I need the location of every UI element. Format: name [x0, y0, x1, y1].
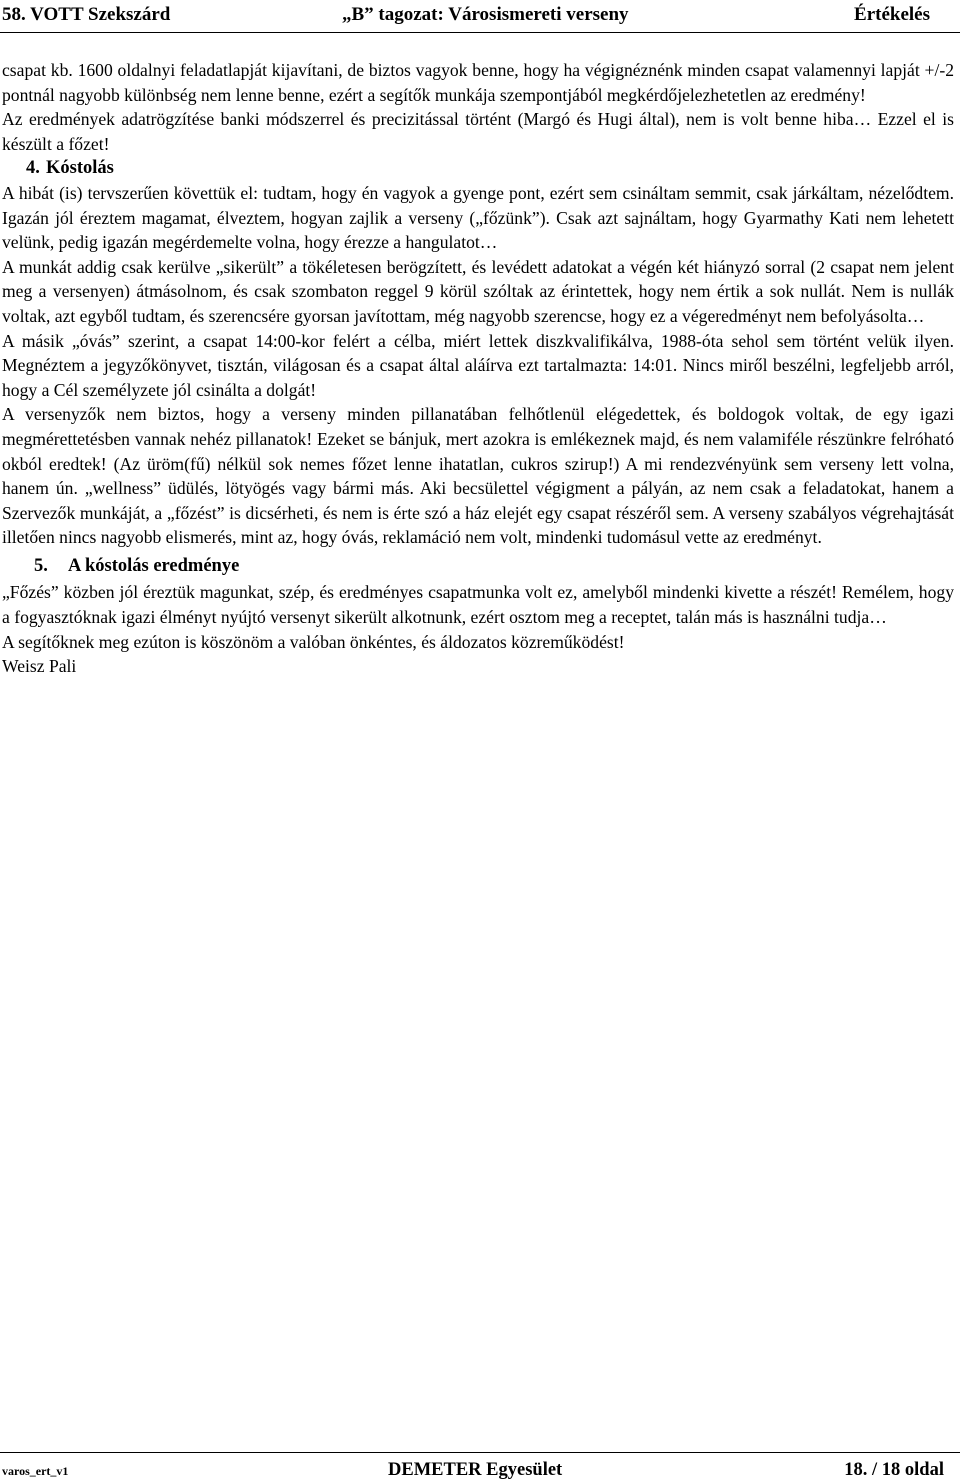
paragraph-thanks: A segítőknek meg ezúton is köszönöm a valóban önkéntes, és áldozatos közreműködést!	[2, 631, 625, 652]
page-header	[2, 4, 930, 28]
signature: Weisz Pali	[2, 656, 77, 677]
paragraph-competitors: A versenyzők nem biztos, hogy a verseny minden pillanatában felhőtlenül elégedettek, és boldogok voltak, de egy igazi megmérettetésben vannak nehéz pillanatok! Ezeket se bánjuk, mert azokra is emlékeznek majd, és nem valamiféle részünkre felróható okból eredtek! (Az üröm(fű) nélkül sok nemes főzet lenne ihatatlan, cukros szirup!) A mi rendezvényünk sem verseny lett volna, hanem ún. „wellness” üdülés, lötyögés vagy bármi más. Aki becsülettel végigment a pályán, az nem csak a feladatokat, hanem a Szervezők munkáját, a „főzést” is dicsérheti, és nem is érte szó a ház elejét egy csapat részéről sem. A verseny szabályos végrehajtását illetően nincs nagyobb elismerés, mint az, hogy óvás, reklamáció nem volt, mindenki tudomásul vette az eredményt.	[2, 404, 954, 548]
paragraph-data-entry: Az eredmények adatrögzítése banki módszerrel és precizitással történt (Margó és Hugi által), nem is volt benne hiba… Ezzel el is készült a főzet!	[2, 109, 954, 154]
header-category: „B” tagozat: Városismereti verseny	[342, 4, 629, 25]
section-heading-tasting	[2, 156, 954, 181]
document-body	[2, 58, 954, 679]
section-title: A kóstolás eredménye	[68, 555, 240, 576]
header-event-title: 58. VOTT Szekszárd	[2, 4, 171, 25]
page-footer	[0, 1460, 944, 1484]
paragraph-cooking: „Főzés” közben jól éreztük magunkat, szép, és eredményes csapatmunka volt ez, amelyből mindenki kivette a részét! Remélem, hogy a fogyasztóknak igazi élményt nyújtó versenyt sikerült alkotnunk, ezért osztom meg a receptet, talán más is használni tudja…	[2, 582, 954, 628]
section-title: Kóstolás	[46, 158, 114, 179]
paragraph-mistake: A hibát (is) tervszerűen követtük el: tudtam, hogy én vagyok a gyenge pont, ezért sem csináltam semmit, csak járkáltam, nézelődtem. Igazán jól éreztem magamat, élveztem, hogyan zajlik a verseny („főzünk”). Csak azt sajnáltam, hogy Gyarmathy Kati nem lehetett velünk, pedig igazán megérdemelte volna, hogy érezze a hangulatot…	[2, 182, 954, 253]
section-heading-tasting-result	[2, 554, 954, 579]
footer-page-number: 18. / 18 oldal	[844, 1460, 944, 1480]
header-divider	[0, 32, 960, 33]
footer-filename: varos_ert_v1	[2, 1464, 69, 1478]
section-number: 5.	[34, 555, 48, 576]
footer-organization: DEMETER Egyesület	[388, 1460, 563, 1480]
paragraph-grading: csapat kb. 1600 oldalnyi feladatlapját kijavítani, de biztos vagyok benne, hogy ha végignéznénk minden csapat valamennyi lapját +/-2 pontnál nagyobb különbség nem lenne benne, ezért a segítők munkája szempontjából megkérdőjelezhetetlen az eredmény!	[2, 60, 954, 105]
paragraph-protest: A másik „óvás” szerint, a csapat 14:00-kor felért a célba, miért lettek diszkvalifikálva, 1988-óta sehol sem történt velük ilyen. Megnéztem a jegyzőkönyvet, tisztán, világosan és a csapat által aláírva ezt tartalmazta: 14:01. Nincs miről beszélni, legfeljebb arról, hogy a Cél személyzete jól csinálta a dolgát!	[2, 330, 954, 400]
header-section: Értékelés	[854, 4, 930, 25]
section-number: 4.	[26, 158, 40, 179]
footer-divider	[0, 1452, 960, 1453]
paragraph-zeros: A munkát addig csak kerülve „sikerült” a tökéletesen berögzített, és levédett adatokat a végén két hiányzó sorral (2 csapat nem jelent meg a versenyen) átmásolnom, és csak szombaton reggel 9 körül szóltak az érintettek, hogy nem értik a sok nullát. Nem is nullák voltak, azt egyből tudtam, és szerencsére gyorsan javítottam, még nagyobb szerencse, hogy ez a végeredményt nem befolyásolta…	[2, 256, 954, 326]
